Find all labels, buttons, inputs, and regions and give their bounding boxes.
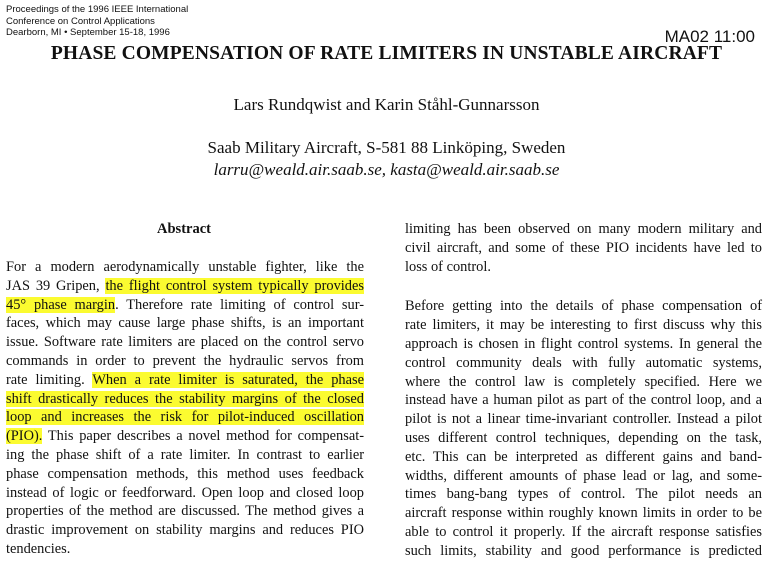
text-line: Before getting into the details of phase compensation of [405,298,762,315]
text-segment: JAS 39 Gripen, [6,277,106,294]
highlighted-text: 45° phase margin [6,296,116,313]
text-segment: This paper describes a novel method for compensat- [42,428,364,445]
highlighted-text: loop and increases the risk for pilot-induced oscillation [6,409,364,426]
author-affiliation: Saab Military Aircraft, S-581 88 Linköping, Sweden [207,138,566,157]
text-segment: properties of the method are discussed. The method gives a [6,503,364,520]
text-segment: . Therefore rate limiting of control sur- [115,296,365,313]
abstract-body [6,258,364,559]
abstract-line [6,296,364,315]
text-line: such limits, stability and good performance is predicted [405,542,762,559]
text-line: etc. This can be interpreted as different gains and band- [405,448,762,465]
text-segment: ing the phase shift of a rate limiter. In contrast to earlier [6,446,364,463]
abstract-line [6,371,364,390]
text-line: approach is chosen in flight control systems. In general the [405,335,762,352]
abstract-line [6,446,364,465]
abstract-line [6,502,364,521]
text-segment: instead of logic or feedforward. Open loop and closed loop [6,484,364,501]
proceedings-line-2: Conference on Control Applications [6,15,155,27]
text-segment: drastic improvement on stability margins and reduces PIO [6,522,364,539]
text-line: civil aircraft, and some of these PIO incidents have led to [405,239,762,256]
text-segment: tendencies. [6,540,71,557]
abstract-line [6,333,364,352]
paragraph-pilot-discussion [405,297,762,560]
abstract-line [6,258,364,277]
text-line: uses different control techniques, depending on the task, [405,429,762,446]
abstract-line [6,408,364,427]
text-line: limiting has been observed on many modern military and [405,221,762,237]
author-emails: larru@weald.air.saab.se, kasta@weald.air.saab.se [213,160,560,179]
text-line: rate limiters, it may be interesting to first discuss why this [405,317,762,334]
text-line: able to control it properly. If the aircraft response satisfies [405,523,762,540]
text-segment: rate limiting. [6,371,93,388]
text-segment: commands in order to prevent the hydraulic servos from [6,352,364,369]
abstract-line [6,390,364,409]
abstract-line [6,314,364,333]
text-line: instead have a human pilot as part of the control loop, and a [405,392,762,409]
highlighted-text: When a rate limiter is saturated, the phase [92,371,364,388]
paragraph-continued [405,220,762,276]
text-line: aircraft response within roughly known limits in order to be [405,505,762,522]
abstract-line [6,277,364,296]
text-line: times bang-bang types of control. The pilot needs an [405,486,762,503]
text-line: widths, different amounts of phase lead or lag, and some- [405,467,762,484]
proceedings-line-1: Proceedings of the 1996 IEEE International [6,4,189,15]
paper-title: PHASE COMPENSATION OF RATE LIMITERS IN UNSTABLE AIRCRAFT [50,43,723,64]
highlighted-text: shift drastically reduces the stability margins of the closed [6,390,364,407]
text-line: where the control law is completely specified. Here we [405,373,762,390]
paper-authors: Lars Rundqwist and Karin Ståhl-Gunnarsson [233,95,540,114]
proceedings-line-3: Dearborn, MI • September 15-18, 1996 [6,27,170,38]
text-line: pilot is not a linear time-invariant controller. Instead a pilot [405,411,762,428]
proceedings-info [6,4,188,39]
highlighted-text: the flight control system typically provides [105,277,364,294]
text-segment: For a modern aerodynamically unstable fighter, like the [6,259,364,275]
text-segment: phase compensation methods, this method uses feedback [6,465,364,482]
session-code: MA02 11:00 [664,27,755,46]
abstract-line [6,540,364,559]
highlighted-text: (PIO). [6,428,43,445]
abstract-heading: Abstract [157,221,211,237]
text-line: control community deals with fully automatic systems, [405,354,762,371]
text-segment: issue. Software rate limiters are placed on the control servo [6,334,364,351]
text-line: loss of control. [405,258,491,275]
abstract-line [6,352,364,371]
right-column [405,220,762,561]
abstract-line [6,465,364,484]
abstract-line [6,521,364,540]
abstract-line [6,427,364,446]
abstract-line [6,484,364,503]
text-segment: faces, which may cause large phase shifts, is an important [6,315,364,332]
